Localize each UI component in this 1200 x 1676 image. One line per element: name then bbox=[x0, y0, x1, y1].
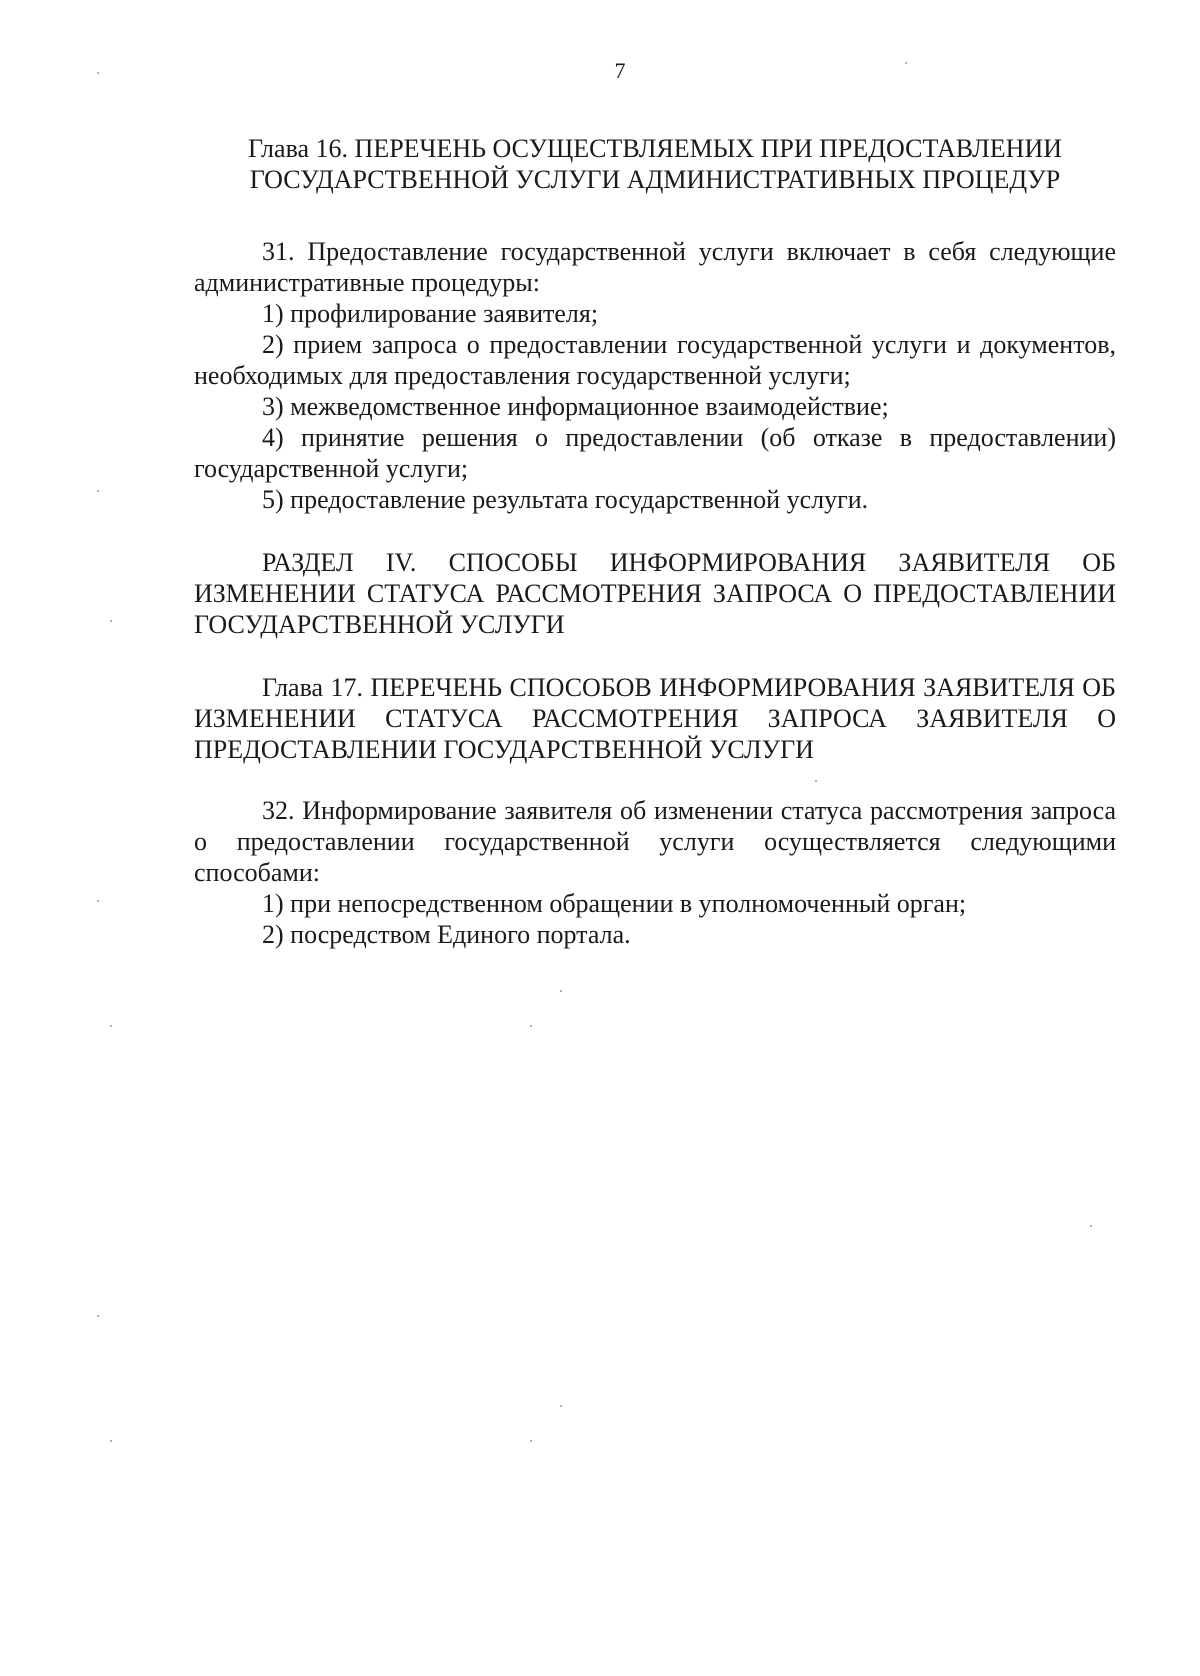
chapter-16-title-line-2: ГОСУДАРСТВЕННОЙ УСЛУГИ АДМИНИСТРАТИВНЫХ ПРОЦЕДУР bbox=[249, 165, 1061, 194]
list-item: 3) межведомственное информационное взаимодействие; bbox=[262, 392, 889, 421]
scan-speck bbox=[97, 490, 99, 492]
list-item: 4) принятие решения о предоставлении (об отказе в предоставлении) государственной услуги; bbox=[194, 423, 1116, 483]
scan-speck bbox=[97, 72, 99, 74]
chapter-16-title-line-1: Глава 16. ПЕРЕЧЕНЬ ОСУЩЕСТВЛЯЕМЫХ ПРИ ПРЕДОСТАВЛЕНИИ bbox=[247, 134, 1063, 163]
scan-speck bbox=[97, 1315, 99, 1317]
list-item: 1) профилирование заявителя; bbox=[262, 299, 599, 328]
document-body bbox=[194, 133, 1116, 950]
list-item: 2) посредством Единого портала. bbox=[262, 920, 631, 949]
list-item: 2) прием запроса о предоставлении государственной услуги и документов, необходимых для предоставления государственной услуги; bbox=[194, 330, 1116, 390]
page-number: 7 bbox=[614, 58, 626, 83]
list-item: 5) предоставление результата государственной услуги. bbox=[262, 485, 869, 514]
scan-speck bbox=[110, 1025, 112, 1027]
list-item: 1) при непосредственном обращении в уполномоченный орган; bbox=[262, 889, 967, 918]
scan-speck bbox=[530, 1025, 532, 1027]
chapter-17-title: Глава 17. ПЕРЕЧЕНЬ СПОСОБОВ ИНФОРМИРОВАНИЯ ЗАЯВИТЕЛЯ ОБ ИЗМЕНЕНИИ СТАТУСА РАССМОТРЕНИЯ ЗАПРОСА ЗАЯВИТЕЛЯ О ПРЕДОСТАВЛЕНИИ ГОСУДАРСТВЕННОЙ УСЛУГИ bbox=[194, 673, 1116, 764]
scan-speck bbox=[815, 780, 817, 782]
paragraph-31: 31. Предоставление государственной услуги включает в себя следующие административные процедуры: bbox=[194, 237, 1116, 297]
section-4-title: РАЗДЕЛ IV. СПОСОБЫ ИНФОРМИРОВАНИЯ ЗАЯВИТЕЛЯ ОБ ИЗМЕНЕНИИ СТАТУСА РАССМОТРЕНИЯ ЗАПРОСА О ПРЕДОСТАВЛЕНИИ ГОСУДАРСТВЕННОЙ УСЛУГИ bbox=[194, 548, 1116, 639]
paragraph-32: 32. Информирование заявителя об изменении статуса рассмотрения запроса о предоставлении государственной услуги осуществляется следующими способами: bbox=[194, 796, 1116, 887]
scan-speck bbox=[905, 62, 907, 64]
chapter-16-title bbox=[194, 133, 1116, 195]
scan-speck bbox=[110, 1440, 112, 1442]
scan-speck bbox=[110, 620, 112, 622]
scan-speck bbox=[1090, 1225, 1092, 1227]
scan-speck bbox=[560, 1405, 562, 1407]
scan-speck bbox=[97, 900, 99, 902]
scan-speck bbox=[530, 1440, 532, 1442]
scan-speck bbox=[560, 990, 562, 992]
